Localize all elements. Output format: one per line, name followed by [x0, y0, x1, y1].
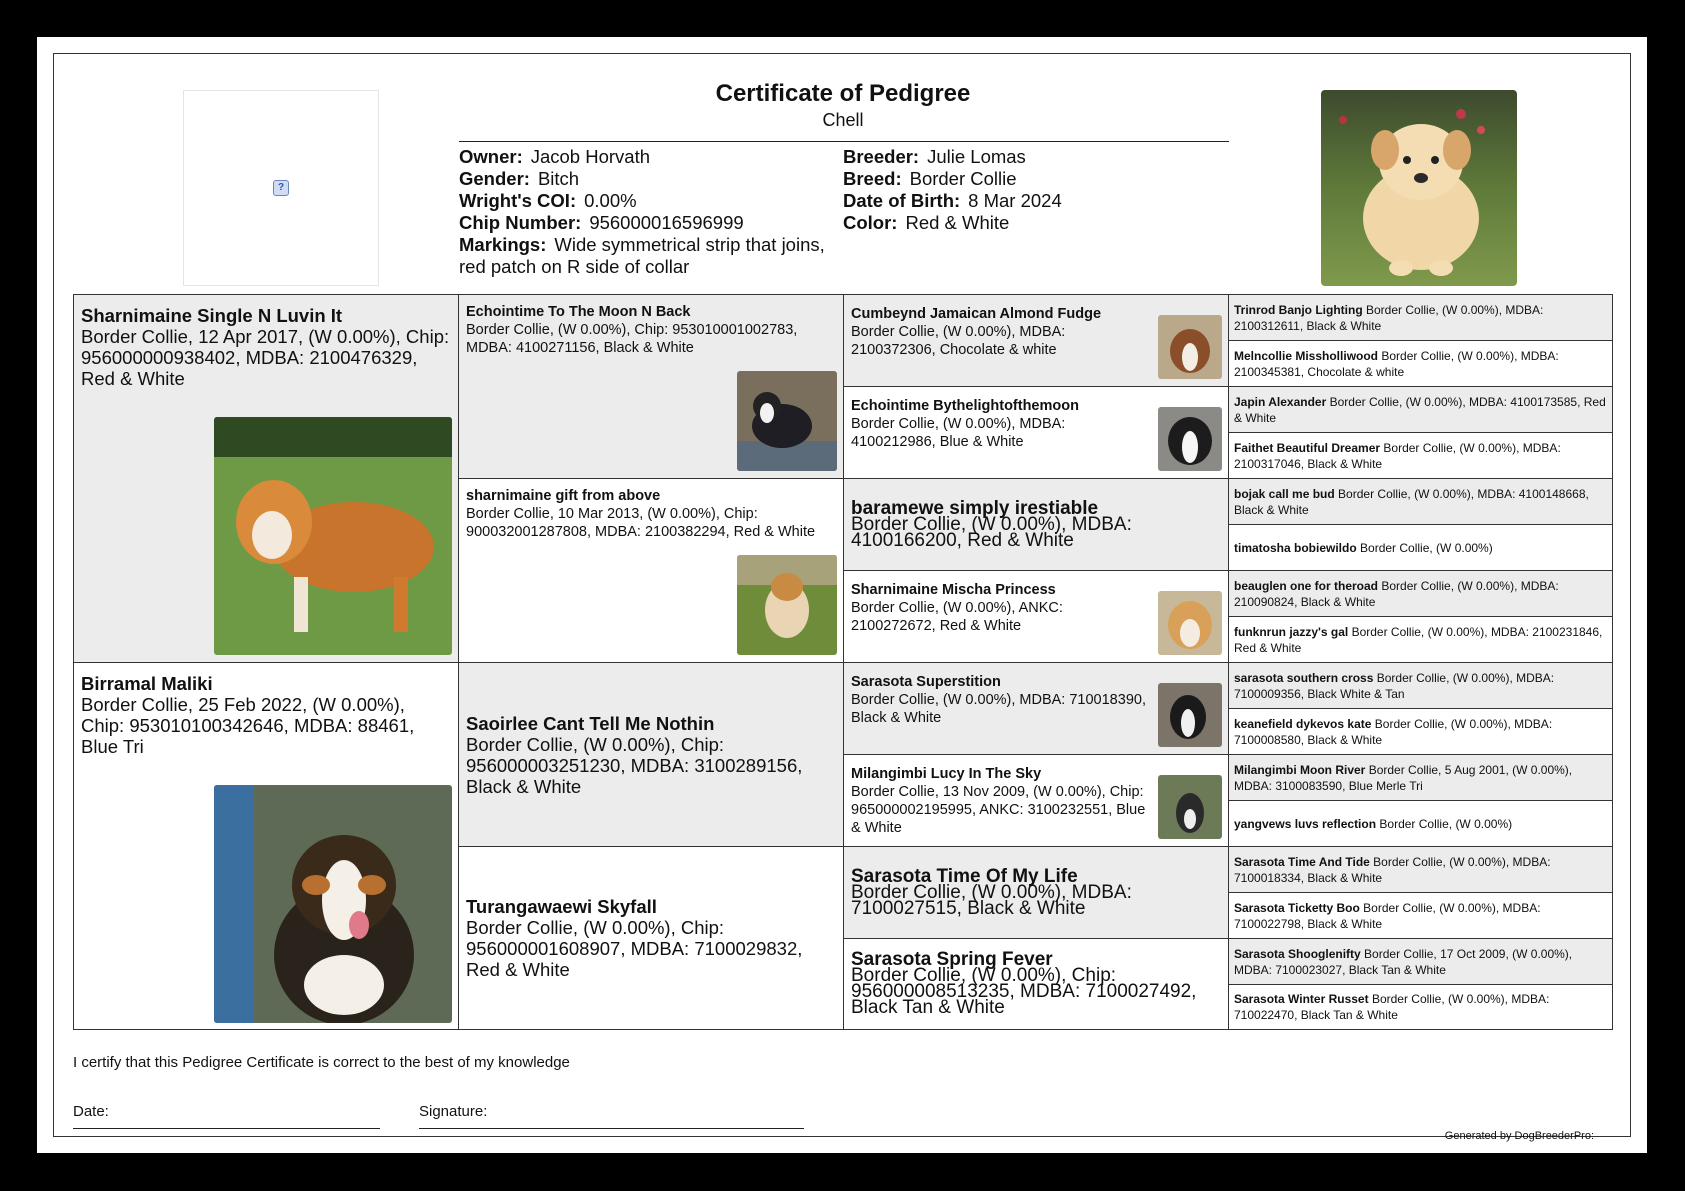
certificate-page: [37, 37, 1647, 1153]
owner-value: Jacob Horvath: [530, 146, 651, 167]
g2-cell-2[interactable]: [459, 479, 844, 663]
signature-line[interactable]: [419, 1128, 804, 1129]
g3-details: Border Collie, (W 0.00%), MDBA: 7100027515, Black & White: [851, 881, 1132, 919]
coi-value: 0.00%: [584, 190, 637, 211]
g4-cell-9[interactable]: [1229, 663, 1613, 709]
g4-name: bojak call me bud: [1234, 486, 1335, 501]
breed-value: Border Collie: [909, 168, 1017, 189]
g4-name: Melncollie Missholliwood: [1234, 348, 1379, 363]
sire-name: Sharnimaine Single N Luvin It: [81, 305, 343, 326]
g3-name: Milangimbi Lucy In The Sky: [851, 766, 1042, 782]
sire-cell[interactable]: [74, 295, 459, 663]
g3-details: Border Collie, (W 0.00%), Chip: 956000008513235, MDBA: 7100027492, Black Tan & White: [851, 965, 1197, 1018]
g3-name: baramewe simply irestiable: [851, 497, 1099, 519]
g2-photo: [737, 371, 837, 471]
g4-details: Border Collie, (W 0.00%), MDBA: 2100231846, Red & White: [1234, 624, 1603, 655]
dam-cell[interactable]: [74, 663, 459, 1030]
chip-value: 956000016596999: [589, 212, 744, 233]
markings-label: Markings:: [459, 234, 547, 255]
breeder-row: [843, 146, 1228, 168]
certificate-title: Certificate of Pedigree: [715, 80, 971, 107]
g2-cell-1[interactable]: [459, 295, 844, 479]
g4-details: Border Collie, (W 0.00%), MDBA: 4100148668, Black & White: [1234, 486, 1589, 517]
dam-details: Border Collie, 25 Feb 2022, (W 0.00%), Chip: 953010100342646, MDBA: 88461, Blue Tri: [81, 694, 415, 757]
g4-details: Border Collie, (W 0.00%), MDBA: 2100345381, Chocolate & white: [1234, 348, 1559, 379]
g4-cell-7[interactable]: [1229, 571, 1613, 617]
info-right: [843, 146, 1228, 234]
color-label: Color:: [843, 212, 898, 233]
dob-label: Date of Birth:: [843, 190, 961, 211]
g4-cell-15[interactable]: [1229, 939, 1613, 985]
dob-row: [843, 190, 1228, 212]
gender-label: Gender:: [459, 168, 530, 189]
g4-details: Border Collie, 17 Oct 2009, (W 0.00%), MDBA: 7100023027, Black Tan & White: [1234, 946, 1573, 977]
dog-photo: [1321, 90, 1517, 286]
markings-value: Wide symmetrical strip that joins, red patch on R side of collar: [459, 234, 825, 277]
g4-details: Border Collie, 5 Aug 2001, (W 0.00%), MDBA: 3100083590, Blue Merle Tri: [1234, 762, 1573, 793]
info-left: [459, 146, 844, 278]
header-divider: [459, 141, 1229, 142]
g4-name: beauglen one for theroad: [1234, 578, 1379, 593]
breeder-label: Breeder:: [843, 146, 920, 167]
g3-cell-6[interactable]: [844, 755, 1229, 847]
g3-photo: [1158, 775, 1222, 839]
gender-value: Bitch: [537, 168, 580, 189]
g4-details: Border Collie, (W 0.00%), MDBA: 4100173585, Red & White: [1234, 394, 1606, 425]
date-label: Date:: [73, 1103, 109, 1120]
sire-details: Border Collie, 12 Apr 2017, (W 0.00%), Chip: 956000000938402, MDBA: 2100476329, Red & White: [81, 326, 450, 389]
broken-image-icon: ?: [273, 180, 289, 196]
g4-details: Border Collie, (W 0.00%), MDBA: 210090824, Black & White: [1234, 578, 1559, 609]
g4-cell-16[interactable]: [1229, 985, 1613, 1030]
dam-photo: [214, 785, 452, 1023]
g4-cell-12[interactable]: [1229, 801, 1613, 847]
g4-cell-1[interactable]: [1229, 295, 1613, 341]
chip-label: Chip Number:: [459, 212, 582, 233]
g2-cell-3[interactable]: [459, 663, 844, 847]
g4-cell-5[interactable]: [1229, 479, 1613, 525]
g3-photo: [1158, 591, 1222, 655]
gender-row: [459, 168, 844, 190]
g3-name: Sarasota Spring Fever: [851, 949, 1053, 970]
g3-cell-2[interactable]: [844, 387, 1229, 479]
g4-name: Trinrod Banjo Lighting: [1234, 302, 1363, 317]
g3-details: Border Collie, 13 Nov 2009, (W 0.00%), Chip: 965000002195995, ANKC: 3100232551, Blue & White: [851, 784, 1146, 836]
g3-cell-3[interactable]: [844, 479, 1229, 571]
g3-photo: [1158, 407, 1222, 471]
g3-name: Cumbeynd Jamaican Almond Fudge: [851, 306, 1102, 322]
g2-details: Border Collie, (W 0.00%), Chip: 956000001608907, MDBA: 7100029832, Red & White: [466, 917, 803, 980]
g3-photo: [1158, 315, 1222, 379]
g4-name: yangvews luvs reflection: [1234, 816, 1377, 831]
coi-label: Wright's COI:: [459, 190, 577, 211]
g4-cell-10[interactable]: [1229, 709, 1613, 755]
g2-name: Saoirlee Cant Tell Me Nothin: [466, 712, 715, 734]
g4-details: Border Collie, (W 0.00%), MDBA: 2100317046, Black & White: [1234, 440, 1561, 471]
g4-name: funknrun jazzy's gal: [1234, 624, 1349, 639]
g2-name: Turangawaewi Skyfall: [466, 896, 657, 917]
g3-details: Border Collie, (W 0.00%), MDBA: 710018390, Black & White: [851, 692, 1146, 726]
breeder-value: Julie Lomas: [927, 146, 1026, 167]
date-line[interactable]: [73, 1128, 380, 1129]
g4-name: Sarasota Ticketty Boo: [1234, 900, 1360, 915]
g4-name: keanefield dykevos kate: [1234, 716, 1372, 731]
g2-details: Border Collie, 10 Mar 2013, (W 0.00%), Chip: 900032001287808, MDBA: 2100382294, Red & White: [466, 506, 816, 540]
g3-cell-8[interactable]: [844, 939, 1229, 1030]
g3-cell-1[interactable]: [844, 295, 1229, 387]
g4-details: Border Collie, (W 0.00%), MDBA: 7100008580, Black & White: [1234, 716, 1553, 747]
g4-details: Border Collie, (W 0.00%): [1379, 816, 1513, 831]
color-row: [843, 212, 1228, 234]
chip-row: [459, 212, 844, 234]
g3-details: Border Collie, (W 0.00%), MDBA: 4100212986, Blue & White: [851, 416, 1066, 450]
g4-details: Border Collie, (W 0.00%), MDBA: 7100018334, Black & White: [1234, 854, 1551, 885]
g2-cell-4[interactable]: [459, 847, 844, 1030]
g4-name: Sarasota Shooglenifty: [1234, 946, 1361, 961]
g3-details: Border Collie, (W 0.00%), MDBA: 2100372306, Chocolate & white: [851, 324, 1066, 358]
g2-name: Echointime To The Moon N Back: [466, 304, 691, 320]
breed-row: [843, 168, 1228, 190]
g4-cell-6[interactable]: [1229, 525, 1613, 571]
g4-cell-3[interactable]: [1229, 387, 1613, 433]
g2-details: Border Collie, (W 0.00%), Chip: 953010001002783, MDBA: 4100271156, Black & White: [466, 322, 798, 356]
g4-cell-2[interactable]: [1229, 341, 1613, 387]
g4-details: Border Collie, (W 0.00%), MDBA: 710022470, Black Tan & White: [1234, 992, 1550, 1022]
generated-by: Generated by DogBreederPro:: [1444, 1130, 1594, 1142]
g4-details: Border Collie, (W 0.00%), MDBA: 7100022798, Black & White: [1234, 900, 1541, 931]
g3-details: Border Collie, (W 0.00%), MDBA: 4100166200, Red & White: [851, 513, 1132, 551]
dob-value: 8 Mar 2024: [968, 190, 1062, 211]
pedigree-grid: [73, 294, 1613, 1030]
g4-name: Sarasota Winter Russet: [1234, 992, 1369, 1006]
g4-name: timatosha bobiewildo: [1234, 540, 1357, 555]
g4-name: Milangimbi Moon River: [1234, 762, 1366, 777]
certificate-frame: [53, 53, 1631, 1142]
g3-cell-7[interactable]: [844, 847, 1229, 939]
g3-photo: [1158, 683, 1222, 747]
g4-cell-4[interactable]: [1229, 433, 1613, 479]
g4-details: Border Collie, (W 0.00%), MDBA: 7100009356, Black White & Tan: [1234, 670, 1555, 701]
markings-row: [459, 234, 844, 278]
g4-name: Faithet Beautiful Dreamer: [1234, 440, 1381, 455]
g3-cell-5[interactable]: [844, 663, 1229, 755]
dog-name: Chell: [822, 110, 864, 130]
g4-details: Border Collie, (W 0.00%): [1360, 540, 1493, 555]
dam-name: Birramal Maliki: [81, 673, 213, 694]
sire-photo: [214, 417, 452, 655]
g2-details: Border Collie, (W 0.00%), Chip: 956000003251230, MDBA: 3100289156, Black & White: [466, 733, 803, 797]
g4-cell-11[interactable]: [1229, 755, 1613, 801]
coi-row: [459, 190, 844, 212]
g3-cell-4[interactable]: [844, 571, 1229, 663]
g4-name: Japin Alexander: [1234, 394, 1327, 409]
g3-name: Sarasota Superstition: [851, 674, 1001, 690]
owner-row: [459, 146, 844, 168]
g3-name: Sarasota Time Of My Life: [851, 865, 1078, 887]
signature-label: Signature:: [419, 1103, 488, 1120]
g4-name: Sarasota Time And Tide: [1234, 854, 1370, 869]
g3-details: Border Collie, (W 0.00%), ANKC: 2100272672, Red & White: [851, 600, 1063, 634]
g3-name: Echointime Bythelightofthemoon: [851, 398, 1079, 414]
g4-cell-14[interactable]: [1229, 893, 1613, 939]
g2-name: sharnimaine gift from above: [466, 488, 661, 504]
g4-name: sarasota southern cross: [1234, 670, 1374, 685]
g4-cell-13[interactable]: [1229, 847, 1613, 893]
certification-statement: I certify that this Pedigree Certificate is correct to the best of my knowledge: [73, 1054, 570, 1071]
breed-label: Breed:: [843, 168, 902, 189]
g3-name: Sharnimaine Mischa Princess: [851, 582, 1056, 598]
color-value: Red & White: [905, 212, 1010, 233]
g2-photo: [737, 555, 837, 655]
g4-cell-8[interactable]: [1229, 617, 1613, 663]
g4-details: Border Collie, (W 0.00%), MDBA: 2100312611, Black & White: [1234, 302, 1544, 333]
owner-label: Owner:: [459, 146, 523, 167]
